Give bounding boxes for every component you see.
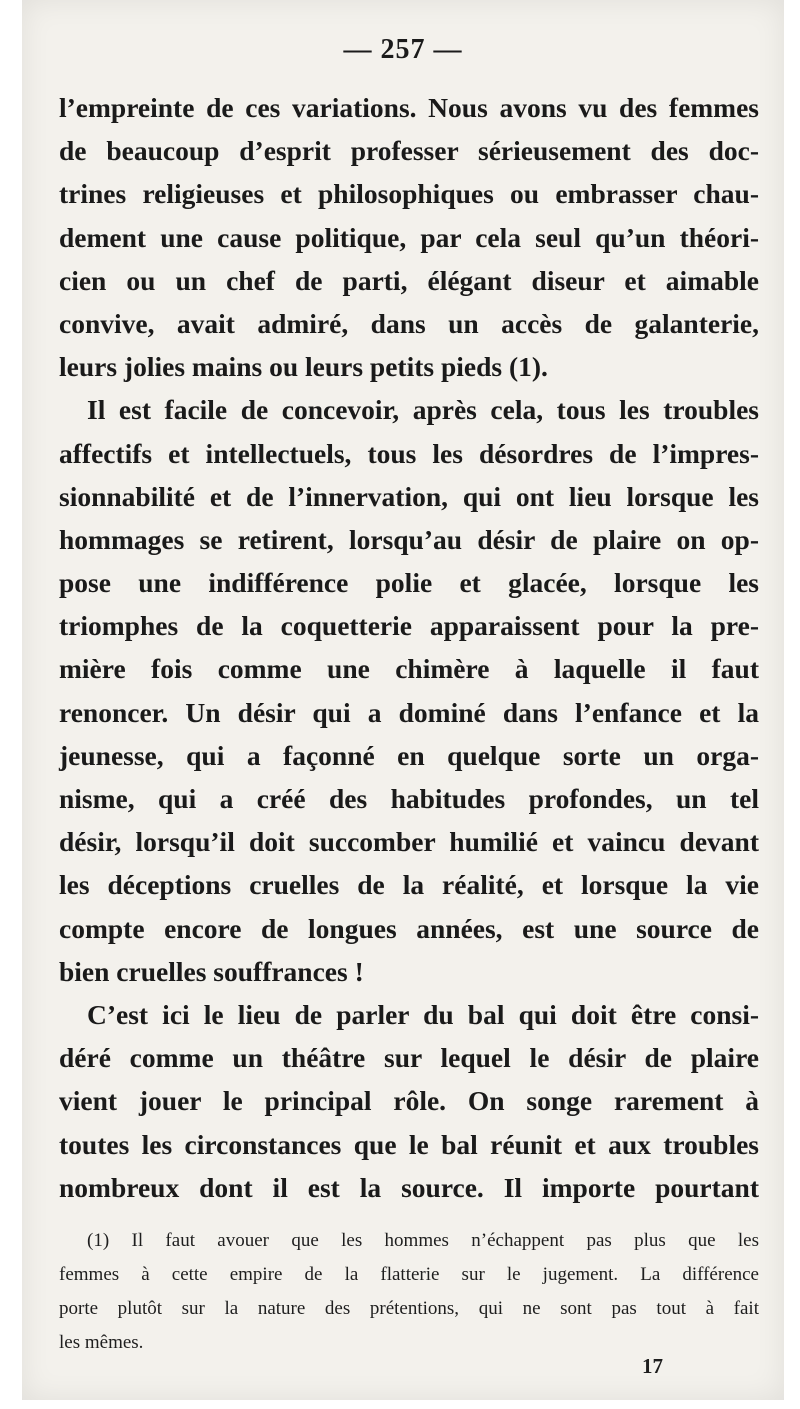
text-line: renoncer. Un désir qui a dominé dans l’enfance et la (59, 696, 759, 728)
text-line: hommages se retirent, lorsqu’au désir de plaire on op- (59, 523, 759, 555)
text-line: nisme, qui a créé des habitudes profondes, un tel (59, 783, 759, 814)
text-line: vient jouer le principal rôle. On songe rarement à (59, 1085, 759, 1117)
text-line: triomphes de la coquetterie apparaissent pour la pre- (59, 610, 759, 642)
text-line: trines religieuses et philosophiques ou embrasser chau- (59, 178, 759, 210)
text-line: mière fois comme une chimère à laquelle il faut (59, 653, 759, 685)
text-line: bien cruelles souffrances ! (59, 955, 364, 987)
text-line: leurs jolies mains ou leurs petits pieds (1). (59, 351, 548, 383)
text-line: dement une cause politique, par cela seul qu’un théori- (59, 221, 759, 253)
text-line: compte encore de longues années, est une source de (59, 912, 759, 944)
footnote-line: porte plutôt sur la nature des prétentions, qui ne sont pas tout à fait (59, 1298, 759, 1319)
book-page (22, 0, 784, 1400)
footnote-line: (1) Il faut avouer que les hommes n’échappent pas plus que les (87, 1230, 759, 1251)
text-line: cien ou un chef de parti, élégant diseur et aimable (59, 264, 759, 296)
body-text (59, 86, 759, 1209)
page-number-header: — 257 — (343, 34, 463, 65)
text-line: de beaucoup d’esprit professer sérieusement des doc- (59, 135, 759, 167)
text-line: pose une indifférence polie et glacée, lorsque les (59, 567, 759, 599)
text-line: affectifs et intellectuels, tous les désordres de l’impres- (59, 437, 759, 469)
text-line: C’est ici le lieu de parler du bal qui doit être consi- (87, 998, 759, 1030)
text-line: Il est facile de concevoir, après cela, tous les troubles (87, 394, 759, 426)
footnote-line: les mêmes. (59, 1332, 144, 1353)
text-line: déré comme un théâtre sur lequel le désir de plaire (59, 1042, 759, 1074)
text-line: jeunesse, qui a façonné en quelque sorte un orga- (59, 739, 759, 771)
text-line: sionnabilité et de l’innervation, qui ont lieu lorsque les (59, 480, 759, 512)
signature-mark: 17 (642, 1354, 663, 1378)
text-line: les déceptions cruelles de la réalité, et lorsque la vie (59, 869, 759, 901)
text-line: toutes les circonstances que le bal réunit et aux troubles (59, 1128, 759, 1160)
footnote-line: femmes à cette empire de la flatterie sur le jugement. La différence (59, 1264, 759, 1285)
text-line: désir, lorsqu’il doit succomber humilié et vaincu devant (59, 826, 759, 858)
text-line: l’empreinte de ces variations. Nous avons vu des femmes (59, 92, 759, 123)
text-line: convive, avait admiré, dans un accès de galanterie, (59, 307, 759, 339)
text-line: nombreux dont il est la source. Il importe pourtant (59, 1171, 759, 1203)
footnote (59, 1224, 759, 1360)
